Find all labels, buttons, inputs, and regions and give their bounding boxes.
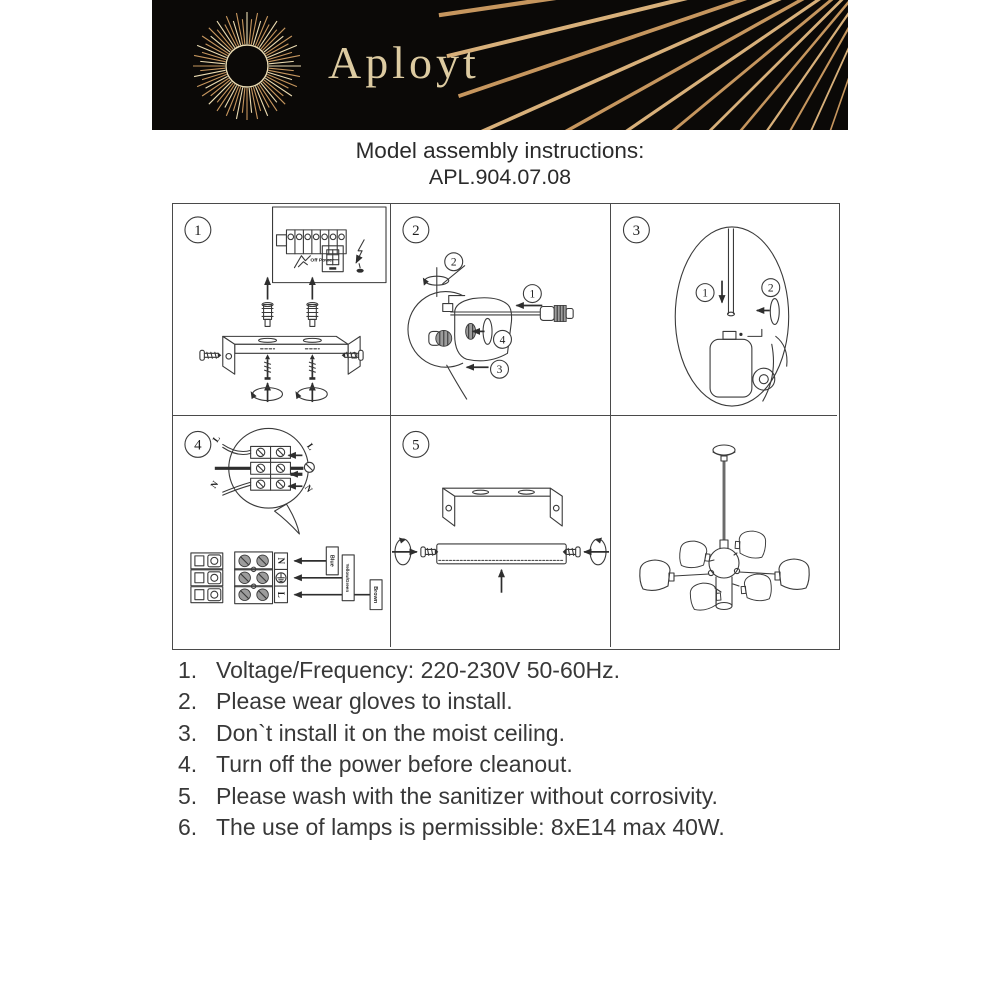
panel-1-number bbox=[185, 217, 211, 243]
screw-left bbox=[251, 354, 283, 402]
item-text: Voltage/Frequency: 220-230V 50-60Hz. bbox=[216, 657, 621, 683]
rotation-step-2 bbox=[423, 253, 465, 297]
item-text: Turn off the power before cleanout. bbox=[216, 751, 573, 778]
svg-text:2: 2 bbox=[767, 282, 774, 295]
panel-5-drawing bbox=[391, 416, 610, 647]
svg-text:3: 3 bbox=[496, 364, 503, 377]
screw-right bbox=[295, 354, 327, 402]
item-text: The use of lamps is permissible: 8xE14 max 40W. bbox=[216, 814, 725, 841]
wiring-bubble bbox=[208, 428, 316, 534]
insert-step-1 bbox=[696, 281, 722, 303]
earth-ground-icon bbox=[276, 573, 286, 583]
rotation-step-2 bbox=[757, 279, 780, 325]
panel-1-drawing bbox=[173, 204, 390, 415]
plug-connectors bbox=[191, 553, 223, 603]
side-screw-left bbox=[392, 537, 438, 564]
anchor-left bbox=[262, 278, 273, 327]
svg-text:3: 3 bbox=[632, 222, 641, 239]
instruction-item-5 bbox=[178, 781, 868, 812]
bubble-label-n-right: N bbox=[302, 482, 315, 494]
corner-rays-icon bbox=[439, 0, 848, 130]
rod-drawing bbox=[727, 229, 734, 316]
wire-label-yellow-green bbox=[342, 555, 354, 601]
panel-2-drawing bbox=[391, 204, 610, 415]
panel-3-drawing bbox=[611, 204, 837, 415]
panel-4-number bbox=[185, 431, 211, 457]
item-number: 1. bbox=[178, 657, 198, 683]
item-text: Please wash with the sanitizer without corrosivity. bbox=[216, 782, 718, 809]
instruction-item-4 bbox=[178, 749, 868, 780]
bubble-terminals bbox=[251, 446, 291, 490]
center-body bbox=[709, 548, 739, 610]
bracket-drawing bbox=[443, 488, 562, 526]
svg-text:2: 2 bbox=[450, 256, 457, 269]
terminal-block-drawing bbox=[191, 547, 382, 610]
ceiling-canopy bbox=[713, 445, 735, 461]
socket-drawing bbox=[710, 329, 762, 397]
svg-text:1: 1 bbox=[194, 222, 202, 239]
chandelier-drawing bbox=[611, 416, 837, 647]
block-label-l: L bbox=[276, 591, 287, 598]
inset-note: Off Power bbox=[310, 258, 334, 264]
item-text: Don`t install it on the moist ceiling. bbox=[216, 719, 565, 746]
insert-step-1 bbox=[516, 285, 542, 306]
header-band bbox=[152, 0, 848, 130]
svg-text:1: 1 bbox=[702, 287, 708, 300]
block-label-n: N bbox=[276, 557, 287, 565]
instruction-item-3 bbox=[178, 718, 868, 749]
wire-label-blue bbox=[326, 547, 338, 575]
item-number: 4. bbox=[178, 751, 198, 778]
svg-text:Blue: Blue bbox=[328, 554, 335, 567]
item-number: 3. bbox=[178, 719, 198, 746]
svg-text:Brown: Brown bbox=[372, 586, 379, 604]
bubble-label-l-left: L bbox=[210, 433, 223, 445]
body-sphere-drawing bbox=[408, 292, 467, 399]
bubble-label-l-right: L bbox=[305, 441, 317, 452]
model-number: APL.904.07.08 bbox=[428, 165, 572, 189]
wire-label-brown bbox=[370, 580, 382, 610]
panel-5 bbox=[391, 416, 611, 647]
panel-6 bbox=[611, 416, 837, 647]
svg-text:5: 5 bbox=[412, 437, 420, 454]
instruction-item-2 bbox=[178, 686, 868, 717]
item-text: Please wear gloves to install. bbox=[216, 688, 513, 715]
svg-text:4: 4 bbox=[194, 437, 202, 454]
panel-5-number bbox=[403, 431, 429, 457]
nel-column bbox=[275, 553, 288, 603]
panel-4-drawing bbox=[173, 416, 390, 647]
bubble-label-n-left: N bbox=[208, 478, 221, 491]
item-number: 2. bbox=[178, 688, 198, 715]
screw-terminal-rows bbox=[235, 552, 273, 604]
panel-1 bbox=[173, 204, 391, 416]
header-decoration bbox=[152, 0, 848, 130]
sunburst-logo-icon bbox=[193, 12, 301, 120]
instruction-item-1 bbox=[178, 655, 868, 686]
brand-wordmark: Aployt bbox=[328, 37, 480, 88]
side-screw-right bbox=[563, 537, 609, 564]
page-title: Model assembly instructions: bbox=[355, 138, 645, 163]
cover-plate-drawing bbox=[437, 544, 566, 593]
anchor-right bbox=[307, 278, 318, 327]
panel-3-number bbox=[623, 217, 649, 243]
slide-step-3 bbox=[467, 360, 509, 378]
panel-2 bbox=[391, 204, 611, 416]
svg-text:1: 1 bbox=[529, 288, 536, 301]
stem-rod bbox=[720, 461, 728, 549]
svg-text:4: 4 bbox=[499, 334, 506, 347]
instructions-list bbox=[178, 655, 868, 843]
background-parts bbox=[753, 336, 787, 401]
side-screw-left bbox=[200, 350, 221, 360]
instruction-item-6 bbox=[178, 812, 868, 843]
diagram-grid bbox=[172, 203, 840, 650]
item-number: 6. bbox=[178, 814, 198, 841]
panel-2-number bbox=[403, 217, 429, 243]
rotation-step-4 bbox=[473, 318, 512, 348]
item-number: 5. bbox=[178, 782, 198, 809]
svg-text:2: 2 bbox=[412, 222, 420, 239]
panel-3 bbox=[611, 204, 837, 416]
power-off-inset bbox=[273, 207, 386, 283]
mounting-bracket-drawing bbox=[223, 336, 360, 374]
panel-4 bbox=[173, 416, 391, 647]
svg-text:Yellow/Green: Yellow/Green bbox=[345, 563, 351, 593]
